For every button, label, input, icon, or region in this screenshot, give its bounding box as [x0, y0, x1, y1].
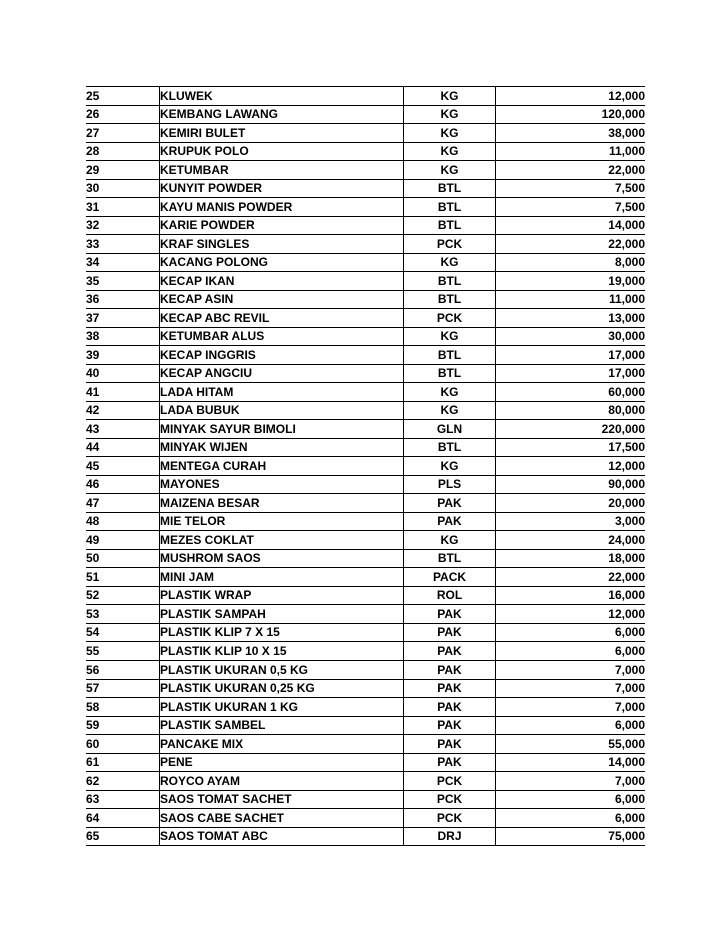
- item-number: 26: [86, 105, 160, 124]
- table-row: [86, 475, 645, 494]
- table-row: [86, 309, 645, 328]
- item-price: 14,000: [496, 753, 646, 772]
- table-row: [86, 290, 645, 309]
- item-name: KARIE POWDER: [160, 216, 404, 235]
- item-unit: PCK: [404, 235, 496, 254]
- item-price: 7,500: [496, 179, 646, 198]
- table-row: [86, 660, 645, 679]
- table-row: [86, 753, 645, 772]
- item-unit: KG: [404, 457, 496, 476]
- item-price: 17,000: [496, 364, 646, 383]
- table-row: [86, 105, 645, 124]
- item-price: 6,000: [496, 790, 646, 809]
- item-unit: BTL: [404, 290, 496, 309]
- item-name: MAIZENA BESAR: [160, 494, 404, 513]
- table-row: [86, 772, 645, 791]
- item-unit: KG: [404, 327, 496, 346]
- item-price: 12,000: [496, 457, 646, 476]
- item-name: KEMIRI BULET: [160, 124, 404, 143]
- item-price: 8,000: [496, 253, 646, 272]
- item-price: 6,000: [496, 809, 646, 828]
- item-name: MINYAK WIJEN: [160, 438, 404, 457]
- item-name: MENTEGA CURAH: [160, 457, 404, 476]
- item-name: MAYONES: [160, 475, 404, 494]
- item-unit: BTL: [404, 198, 496, 217]
- item-name: KRAF SINGLES: [160, 235, 404, 254]
- item-name: MIE TELOR: [160, 512, 404, 531]
- item-price: 11,000: [496, 290, 646, 309]
- item-unit: PCK: [404, 772, 496, 791]
- item-unit: KG: [404, 531, 496, 550]
- item-price: 7,000: [496, 660, 646, 679]
- item-number: 53: [86, 605, 160, 624]
- table-row: [86, 346, 645, 365]
- table-row: [86, 327, 645, 346]
- table-row: [86, 124, 645, 143]
- item-price: 11,000: [496, 142, 646, 161]
- item-name: KETUMBAR: [160, 161, 404, 180]
- item-price: 22,000: [496, 235, 646, 254]
- item-number: 65: [86, 827, 160, 846]
- item-name: MINI JAM: [160, 568, 404, 587]
- item-price: 38,000: [496, 124, 646, 143]
- item-unit: PACK: [404, 568, 496, 587]
- item-price: 120,000: [496, 105, 646, 124]
- item-name: PLASTIK WRAP: [160, 586, 404, 605]
- table-row: [86, 457, 645, 476]
- item-number: 63: [86, 790, 160, 809]
- item-unit: PLS: [404, 475, 496, 494]
- item-number: 30: [86, 179, 160, 198]
- item-name: KECAP INGGRIS: [160, 346, 404, 365]
- item-name: KLUWEK: [160, 87, 404, 106]
- table-row: [86, 494, 645, 513]
- item-number: 34: [86, 253, 160, 272]
- item-number: 32: [86, 216, 160, 235]
- item-name: KRUPUK POLO: [160, 142, 404, 161]
- table-row: [86, 679, 645, 698]
- item-number: 39: [86, 346, 160, 365]
- table-row: [86, 531, 645, 550]
- item-unit: BTL: [404, 346, 496, 365]
- item-unit: PAK: [404, 642, 496, 661]
- item-price: 19,000: [496, 272, 646, 291]
- table-row: [86, 568, 645, 587]
- item-number: 58: [86, 698, 160, 717]
- item-name: PLASTIK KLIP 7 X 15: [160, 623, 404, 642]
- item-unit: KG: [404, 87, 496, 106]
- item-unit: KG: [404, 253, 496, 272]
- item-price: 14,000: [496, 216, 646, 235]
- item-name: KECAP IKAN: [160, 272, 404, 291]
- item-name: KEMBANG LAWANG: [160, 105, 404, 124]
- item-unit: PAK: [404, 605, 496, 624]
- item-name: KECAP ABC REVIL: [160, 309, 404, 328]
- item-number: 62: [86, 772, 160, 791]
- item-number: 33: [86, 235, 160, 254]
- item-number: 46: [86, 475, 160, 494]
- item-number: 38: [86, 327, 160, 346]
- table-row: [86, 364, 645, 383]
- item-name: PLASTIK UKURAN 1 KG: [160, 698, 404, 717]
- item-number: 64: [86, 809, 160, 828]
- item-unit: PAK: [404, 735, 496, 754]
- item-number: 60: [86, 735, 160, 754]
- table-row: [86, 605, 645, 624]
- item-unit: KG: [404, 161, 496, 180]
- item-name: SAOS CABE SACHET: [160, 809, 404, 828]
- item-number: 35: [86, 272, 160, 291]
- item-number: 61: [86, 753, 160, 772]
- item-number: 28: [86, 142, 160, 161]
- item-price: 60,000: [496, 383, 646, 402]
- item-number: 50: [86, 549, 160, 568]
- item-price: 30,000: [496, 327, 646, 346]
- price-list-table: [86, 86, 645, 846]
- table-row: [86, 586, 645, 605]
- item-unit: GLN: [404, 420, 496, 439]
- item-number: 48: [86, 512, 160, 531]
- item-number: 29: [86, 161, 160, 180]
- item-number: 31: [86, 198, 160, 217]
- item-price: 220,000: [496, 420, 646, 439]
- item-unit: PCK: [404, 809, 496, 828]
- item-price: 7,000: [496, 698, 646, 717]
- item-price: 75,000: [496, 827, 646, 846]
- table-row: [86, 512, 645, 531]
- item-name: PLASTIK UKURAN 0,5 KG: [160, 660, 404, 679]
- item-number: 37: [86, 309, 160, 328]
- item-price: 17,500: [496, 438, 646, 457]
- item-unit: BTL: [404, 179, 496, 198]
- item-name: MUSHROM SAOS: [160, 549, 404, 568]
- item-unit: BTL: [404, 549, 496, 568]
- table-row: [86, 735, 645, 754]
- table-row: [86, 420, 645, 439]
- item-price: 80,000: [496, 401, 646, 420]
- item-unit: PAK: [404, 494, 496, 513]
- table-row: [86, 642, 645, 661]
- item-number: 54: [86, 623, 160, 642]
- item-price: 22,000: [496, 161, 646, 180]
- item-price: 22,000: [496, 568, 646, 587]
- table-row: [86, 253, 645, 272]
- item-name: KECAP ASIN: [160, 290, 404, 309]
- item-price: 18,000: [496, 549, 646, 568]
- item-price: 7,000: [496, 772, 646, 791]
- item-unit: PCK: [404, 790, 496, 809]
- item-name: PENE: [160, 753, 404, 772]
- item-number: 56: [86, 660, 160, 679]
- item-price: 7,000: [496, 679, 646, 698]
- table-row: [86, 827, 645, 846]
- item-number: 41: [86, 383, 160, 402]
- item-price: 12,000: [496, 605, 646, 624]
- item-unit: KG: [404, 383, 496, 402]
- item-unit: PAK: [404, 623, 496, 642]
- item-price: 13,000: [496, 309, 646, 328]
- item-number: 55: [86, 642, 160, 661]
- item-number: 25: [86, 87, 160, 106]
- item-number: 40: [86, 364, 160, 383]
- table-row: [86, 179, 645, 198]
- item-price: 7,500: [496, 198, 646, 217]
- item-name: MINYAK SAYUR BIMOLI: [160, 420, 404, 439]
- table-row: [86, 198, 645, 217]
- table-row: [86, 142, 645, 161]
- item-number: 49: [86, 531, 160, 550]
- table-row: [86, 438, 645, 457]
- item-price: 24,000: [496, 531, 646, 550]
- table-row: [86, 549, 645, 568]
- item-unit: BTL: [404, 272, 496, 291]
- item-price: 6,000: [496, 642, 646, 661]
- item-unit: PAK: [404, 679, 496, 698]
- item-price: 55,000: [496, 735, 646, 754]
- item-number: 45: [86, 457, 160, 476]
- item-price: 12,000: [496, 87, 646, 106]
- item-name: PLASTIK SAMPAH: [160, 605, 404, 624]
- item-price: 16,000: [496, 586, 646, 605]
- table-row: [86, 235, 645, 254]
- item-name: ROYCO AYAM: [160, 772, 404, 791]
- item-number: 59: [86, 716, 160, 735]
- item-number: 52: [86, 586, 160, 605]
- item-unit: PAK: [404, 660, 496, 679]
- table-row: [86, 623, 645, 642]
- item-name: PLASTIK KLIP 10 X 15: [160, 642, 404, 661]
- price-list-body: [86, 87, 645, 846]
- item-number: 42: [86, 401, 160, 420]
- item-unit: PAK: [404, 698, 496, 717]
- table-row: [86, 809, 645, 828]
- item-price: 90,000: [496, 475, 646, 494]
- table-row: [86, 272, 645, 291]
- item-price: 3,000: [496, 512, 646, 531]
- item-number: 36: [86, 290, 160, 309]
- table-row: [86, 216, 645, 235]
- table-row: [86, 401, 645, 420]
- item-unit: PAK: [404, 512, 496, 531]
- item-unit: PAK: [404, 753, 496, 772]
- item-unit: PCK: [404, 309, 496, 328]
- item-unit: KG: [404, 142, 496, 161]
- item-name: PANCAKE MIX: [160, 735, 404, 754]
- item-unit: BTL: [404, 438, 496, 457]
- item-unit: BTL: [404, 364, 496, 383]
- item-name: KACANG POLONG: [160, 253, 404, 272]
- table-row: [86, 87, 645, 106]
- table-row: [86, 161, 645, 180]
- item-unit: ROL: [404, 586, 496, 605]
- item-number: 51: [86, 568, 160, 587]
- item-name: KAYU MANIS POWDER: [160, 198, 404, 217]
- item-number: 44: [86, 438, 160, 457]
- item-name: KUNYIT POWDER: [160, 179, 404, 198]
- item-price: 6,000: [496, 716, 646, 735]
- item-unit: KG: [404, 105, 496, 124]
- item-number: 47: [86, 494, 160, 513]
- item-number: 43: [86, 420, 160, 439]
- item-name: KECAP ANGCIU: [160, 364, 404, 383]
- item-name: LADA BUBUK: [160, 401, 404, 420]
- item-name: KETUMBAR ALUS: [160, 327, 404, 346]
- item-unit: PAK: [404, 716, 496, 735]
- item-name: SAOS TOMAT ABC: [160, 827, 404, 846]
- item-price: 6,000: [496, 623, 646, 642]
- item-unit: KG: [404, 124, 496, 143]
- item-name: PLASTIK UKURAN 0,25 KG: [160, 679, 404, 698]
- item-price: 17,000: [496, 346, 646, 365]
- item-unit: KG: [404, 401, 496, 420]
- table-row: [86, 716, 645, 735]
- table-row: [86, 698, 645, 717]
- item-name: LADA HITAM: [160, 383, 404, 402]
- item-price: 20,000: [496, 494, 646, 513]
- table-row: [86, 383, 645, 402]
- item-unit: DRJ: [404, 827, 496, 846]
- item-name: SAOS TOMAT SACHET: [160, 790, 404, 809]
- item-name: MEZES COKLAT: [160, 531, 404, 550]
- item-name: PLASTIK SAMBEL: [160, 716, 404, 735]
- table-row: [86, 790, 645, 809]
- item-number: 57: [86, 679, 160, 698]
- item-number: 27: [86, 124, 160, 143]
- item-unit: BTL: [404, 216, 496, 235]
